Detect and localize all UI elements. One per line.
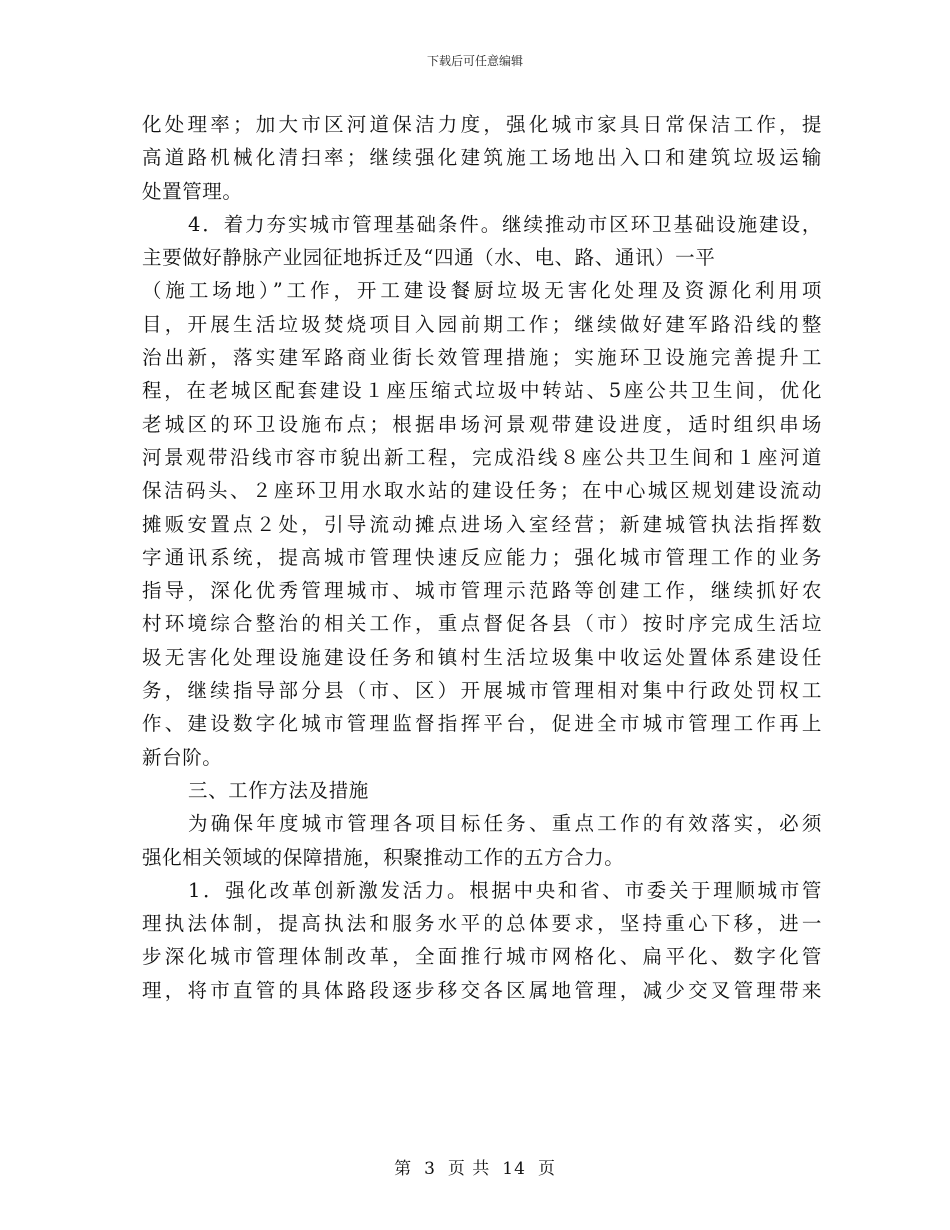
- text-line: [142, 441, 822, 474]
- text-line: [142, 141, 822, 174]
- text-line: [142, 841, 822, 874]
- text-line: [142, 807, 822, 840]
- text-line-content: （施工场地）”工作，开工建设餐厨垃圾无害化处理及资源化利用项: [142, 279, 822, 303]
- text-line-content: 1．强化改革创新激发活力。根据中央和省、市委关于理顺城市管: [188, 878, 822, 902]
- text-line: [142, 108, 822, 141]
- text-line-content: 程，在老城区配套建设１座压缩式垃圾中转站、5座公共卫生间，优化: [142, 379, 822, 403]
- text-line: [142, 874, 822, 907]
- text-line-content: 圾无害化处理设施建设任务和镇村生活垃圾集中收运处置体系建设任: [142, 645, 822, 669]
- text-line: [142, 241, 822, 274]
- text-line: [142, 641, 822, 674]
- text-line-content: 理执法体制，提高执法和服务水平的总体要求，坚持重心下移，进一: [142, 912, 822, 936]
- text-line: [142, 940, 822, 973]
- text-line: [142, 508, 822, 541]
- text-line-content: 4．着力夯实城市管理基础条件。继续推动市区环卫基础设施建设，: [188, 212, 822, 236]
- text-line: [142, 408, 822, 441]
- text-line: [142, 707, 822, 740]
- text-line-content: 高道路机械化清扫率；继续强化建筑施工场地出入口和建筑垃圾运输: [142, 146, 822, 170]
- footer-mid: 页 共: [447, 1159, 491, 1179]
- text-line: [142, 341, 822, 374]
- text-line-content: 保洁码头、２座环卫用水取水站的建设任务；在中心城区规划建设流动: [142, 479, 822, 503]
- text-line-content: 老城区的环卫设施布点；根据串场河景观带建设进度，适时组织串场: [142, 412, 822, 436]
- text-line-content: 主要做好静脉产业园征地拆迁及“四通（水、电、路、通讯）一平: [142, 246, 716, 270]
- text-line: [142, 774, 822, 807]
- footer-total-pages: 14: [502, 1159, 526, 1179]
- page-header: 下载后可任意编辑: [426, 54, 523, 68]
- text-line-content: 步深化城市管理体制改革，全面推行城市网格化、扁平化、数字化管: [142, 945, 822, 969]
- page-footer: [0, 1154, 950, 1179]
- text-line-content: 目，开展生活垃圾焚烧项目入园前期工作；继续做好建军路沿线的整: [142, 312, 822, 336]
- footer-suffix: 页: [537, 1159, 556, 1179]
- text-line: [142, 274, 822, 307]
- text-line-content: 作、建设数字化城市管理监督指挥平台，促进全市城市管理工作再上: [142, 712, 822, 736]
- text-line-content: 三、工作方法及措施: [188, 778, 369, 802]
- text-line-content: 村环境综合整治的相关工作，重点督促各县（市）按时序完成生活垃: [142, 612, 822, 636]
- text-line-content: 新台阶。: [142, 745, 223, 769]
- text-line: [142, 607, 822, 640]
- text-line-content: 指导，深化优秀管理城市、城市管理示范路等创建工作，继续抓好农: [142, 579, 822, 603]
- text-line: [142, 208, 822, 241]
- text-line: [142, 674, 822, 707]
- text-line-content: 强化相关领域的保障措施，积聚推动工作的五方合力。: [142, 845, 625, 869]
- text-line: [142, 741, 822, 774]
- text-line-content: 理，将市直管的具体路段逐步移交各区属地管理，减少交叉管理带来: [142, 978, 822, 1002]
- text-line: [142, 574, 822, 607]
- text-line: [142, 374, 822, 407]
- text-line-content: 处置管理。: [142, 179, 243, 203]
- text-line-content: 河景观带沿线市容市貌出新工程，完成沿线８座公共卫生间和１座河道: [142, 445, 822, 469]
- text-line-content: 务，继续指导部分县（市、区）开展城市管理相对集中行政处罚权工: [142, 679, 822, 703]
- text-line-content: 为确保年度城市管理各项目标任务、重点工作的有效落实，必须: [188, 812, 822, 836]
- footer-page-number: 3: [424, 1159, 436, 1179]
- document-body: [142, 108, 822, 1007]
- text-line-content: 化处理率；加大市区河道保洁力度，强化城市家具日常保洁工作，提: [142, 113, 822, 136]
- text-line: [142, 474, 822, 507]
- text-line: [142, 974, 822, 1007]
- text-line: [142, 175, 822, 208]
- text-line-content: 字通讯系统，提高城市管理快速反应能力；强化城市管理工作的业务: [142, 545, 822, 569]
- footer-prefix: 第: [394, 1159, 413, 1179]
- text-line: [142, 907, 822, 940]
- text-line-content: 摊贩安置点２处，引导流动摊点进场入室经营；新建城管执法指挥数: [142, 512, 822, 536]
- text-line: [142, 308, 822, 341]
- text-line: [142, 541, 822, 574]
- text-line-content: 治出新，落实建军路商业街长效管理措施；实施环卫设施完善提升工: [142, 346, 822, 370]
